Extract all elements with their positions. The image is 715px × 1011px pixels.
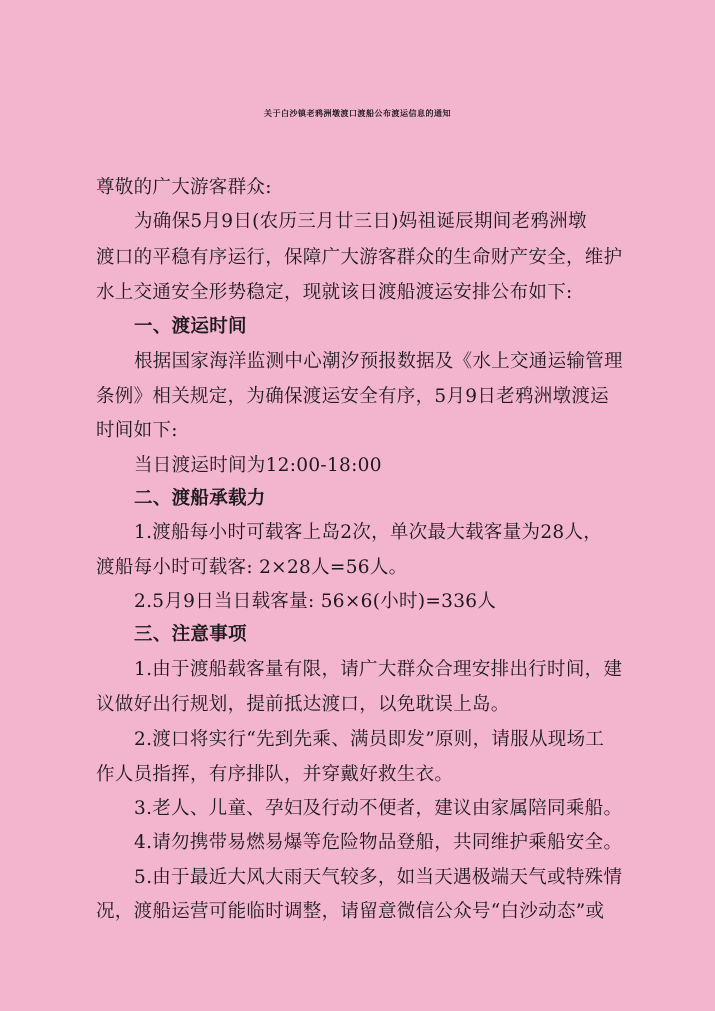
salutation: 尊敬的广大游客群众: [96, 177, 272, 198]
paragraph-line: 4.请勿携带易燃易爆等危险物品登船，共同维护乘船安全。 [134, 832, 623, 853]
paragraph-line: 渡船每小时可载客: 2×28人=56人。 [96, 557, 408, 578]
paragraph-line: 时间如下: [96, 420, 178, 441]
ferry-hours-line: 当日渡运时间为12:00-18:00 [134, 455, 382, 476]
paragraph-line: 1.由于渡船载客量有限，请广大群众合理安排出行时间，建 [134, 659, 623, 680]
paragraph-line: 根据国家海洋监测中心潮汐预报数据及《水上交通运输管理 [134, 351, 623, 372]
intro-line: 水上交通安全形势稳定，现就该日渡船渡运安排公布如下: [96, 282, 573, 303]
paragraph-line: 况，渡船运营可能临时调整，请留意微信公众号“白沙动态”或 [96, 901, 605, 922]
section-heading-capacity: 二、渡船承载力 [134, 488, 266, 509]
paragraph-line: 作人员指挥，有序排队，并穿戴好救生衣。 [96, 764, 454, 785]
section-heading-ferry-time: 一、渡运时间 [134, 316, 247, 337]
intro-line: 渡口的平稳有序运行，保障广大游客群众的生命财产安全，维护 [96, 247, 623, 268]
document-title: 关于白沙镇老鸦洲墩渡口渡船公布渡运信息的通知 [264, 109, 451, 118]
section-heading-notes: 三、注意事项 [134, 624, 247, 645]
intro-line: 为确保5月9日(农历三月廿三日)妈祖诞辰期间老鸦洲墩 [134, 211, 587, 232]
paragraph-line: 议做好出行规划，提前抵达渡口，以免耽误上岛。 [96, 694, 510, 715]
paragraph-line: 5.由于最近大风大雨天气较多，如当天遇极端天气或特殊情 [134, 867, 623, 888]
paragraph-line: 2.5月9日当日载客量: 56×6(小时)=336人 [134, 591, 497, 612]
paragraph-line: 2.渡口将实行“先到先乘、满员即发”原则，请服从现场工 [134, 729, 605, 750]
paragraph-line: 1.渡船每小时可载客上岛2次，单次最大载客量为28人， [134, 522, 603, 543]
paragraph-line: 3.老人、儿童、孕妇及行动不便者，建议由家属陪同乘船。 [134, 798, 623, 819]
paragraph-line: 条例》相关规定，为确保渡运安全有序，5月9日老鸦洲墩渡运 [96, 386, 609, 407]
